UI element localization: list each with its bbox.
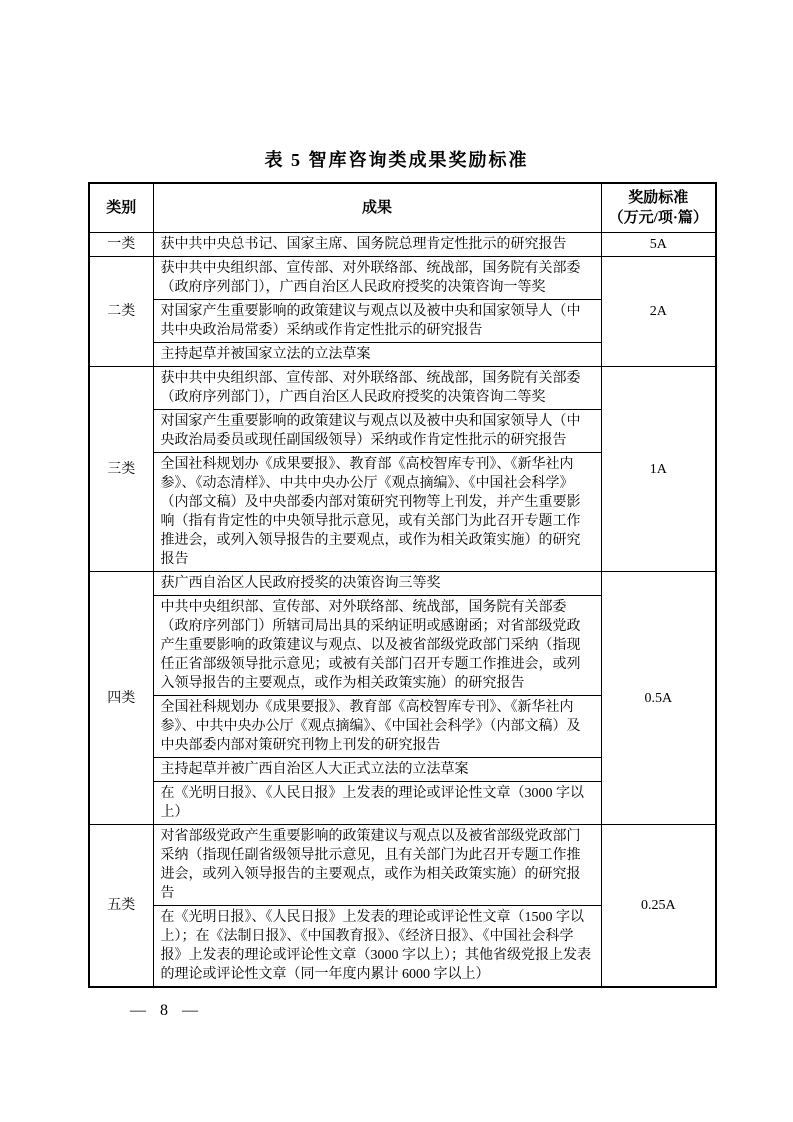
- reward-header-line1: 奖励标准: [628, 190, 689, 206]
- achievement-cell: 获中共中央组织部、宣传部、对外联络部、统战部，国务院有关部委（政府序列部门），广西自治区人民政府授奖的决策咨询二等奖: [153, 367, 601, 410]
- achievement-cell: 全国社科规划办《成果要报》、教育部《高校智库专刊》、《新华社内参》、中共中央办公厅《观点摘编》、《中国社会科学》（内部文稿）及中央部委内部对策研究刊物上刊发的研究报告: [153, 696, 601, 758]
- table-row: [89, 572, 716, 596]
- table-row: [89, 257, 716, 300]
- achievement-cell: 在《光明日报》、《人民日报》上发表的理论或评论性文章（3000 字以上）: [153, 782, 601, 825]
- header-row: [89, 183, 716, 233]
- reward-cell: 5A: [601, 233, 716, 257]
- category-cell: 三类: [89, 367, 153, 572]
- reward-cell: 1A: [601, 367, 716, 572]
- achievement-cell: 主持起草并被广西自治区人大正式立法的立法草案: [153, 758, 601, 782]
- achievement-cell: 中共中央组织部、宣传部、对外联络部、统战部，国务院有关部委（政府序列部门）所辖司局出具的采纳证明或感谢函；对省部级党政产生重要影响的政策建议与观点、以及被省部级党政部门采纳（指现任正省部级领导批示意见；或被有关部门召开专题工作推进会，或列入领导报告的主要观点，或作为相关政策实施）的研究报告: [153, 596, 601, 696]
- achievement-cell: 对国家产生重要影响的政策建议与观点以及被中央和国家领导人（中共中央政治局常委）采纳或作肯定性批示的研究报告: [153, 300, 601, 343]
- col-header-achievement: 成果: [153, 183, 601, 233]
- col-header-category: 类别: [89, 183, 153, 233]
- col-header-reward: [601, 183, 716, 233]
- reward-cell: 0.5A: [601, 572, 716, 825]
- achievement-cell: 获广西自治区人民政府授奖的决策咨询三等奖: [153, 572, 601, 596]
- achievement-cell: 对国家产生重要影响的政策建议与观点以及被中央和国家领导人（中央政治局委员或现任副国级领导）采纳或作肯定性批示的研究报告: [153, 410, 601, 453]
- category-cell: 五类: [89, 825, 153, 988]
- achievement-cell: 对省部级党政产生重要影响的政策建议与观点以及被省部级党政部门采纳（指现任副省级领导批示意见，且有关部门为此召开专题工作推进会，或列入领导报告的主要观点，或作为相关政策实施）的研究报告: [153, 825, 601, 906]
- achievement-cell: 主持起草并被国家立法的立法草案: [153, 343, 601, 367]
- page-number: — 8 —: [130, 1002, 199, 1019]
- achievement-cell: 全国社科规划办《成果要报》、教育部《高校智库专刊》、《新华社内参》、《动态清样》、中共中央办公厅《观点摘编》、《中国社会科学》（内部文稿）及中央部委内部对策研究刊物等上刊发，并产生重要影响（指有肯定性的中央领导批示意见，或有关部门为此召开专题工作推进会，或列入领导报告的主要观点，或作为相关政策实施）的研究报告: [153, 453, 601, 572]
- reward-cell: 2A: [601, 257, 716, 367]
- award-table: [88, 182, 717, 988]
- table-row: [89, 825, 716, 906]
- category-cell: 四类: [89, 572, 153, 825]
- achievement-cell: 在《光明日报》、《人民日报》上发表的理论或评论性文章（1500 字以上）；在《法制日报》、《中国教育报》、《经济日报》、《中国社会科学报》上发表的理论或评论性文章（3000 字以上）；其他省级党报上发表的理论或评论性文章（同一年度内累计 6000 字以上）: [153, 906, 601, 988]
- reward-cell: 0.25A: [601, 825, 716, 988]
- page-title: 表 5 智库咨询类成果奖励标准: [264, 150, 529, 170]
- table-row: [89, 367, 716, 410]
- category-cell: 一类: [89, 233, 153, 257]
- achievement-cell: 获中共中央组织部、宣传部、对外联络部、统战部，国务院有关部委（政府序列部门），广西自治区人民政府授奖的决策咨询一等奖: [153, 257, 601, 300]
- achievement-cell: 获中共中央总书记、国家主席、国务院总理肯定性批示的研究报告: [153, 233, 601, 257]
- reward-header-line2: （万元/项·篇）: [608, 210, 708, 226]
- category-cell: 二类: [89, 257, 153, 367]
- table-row: [89, 233, 716, 257]
